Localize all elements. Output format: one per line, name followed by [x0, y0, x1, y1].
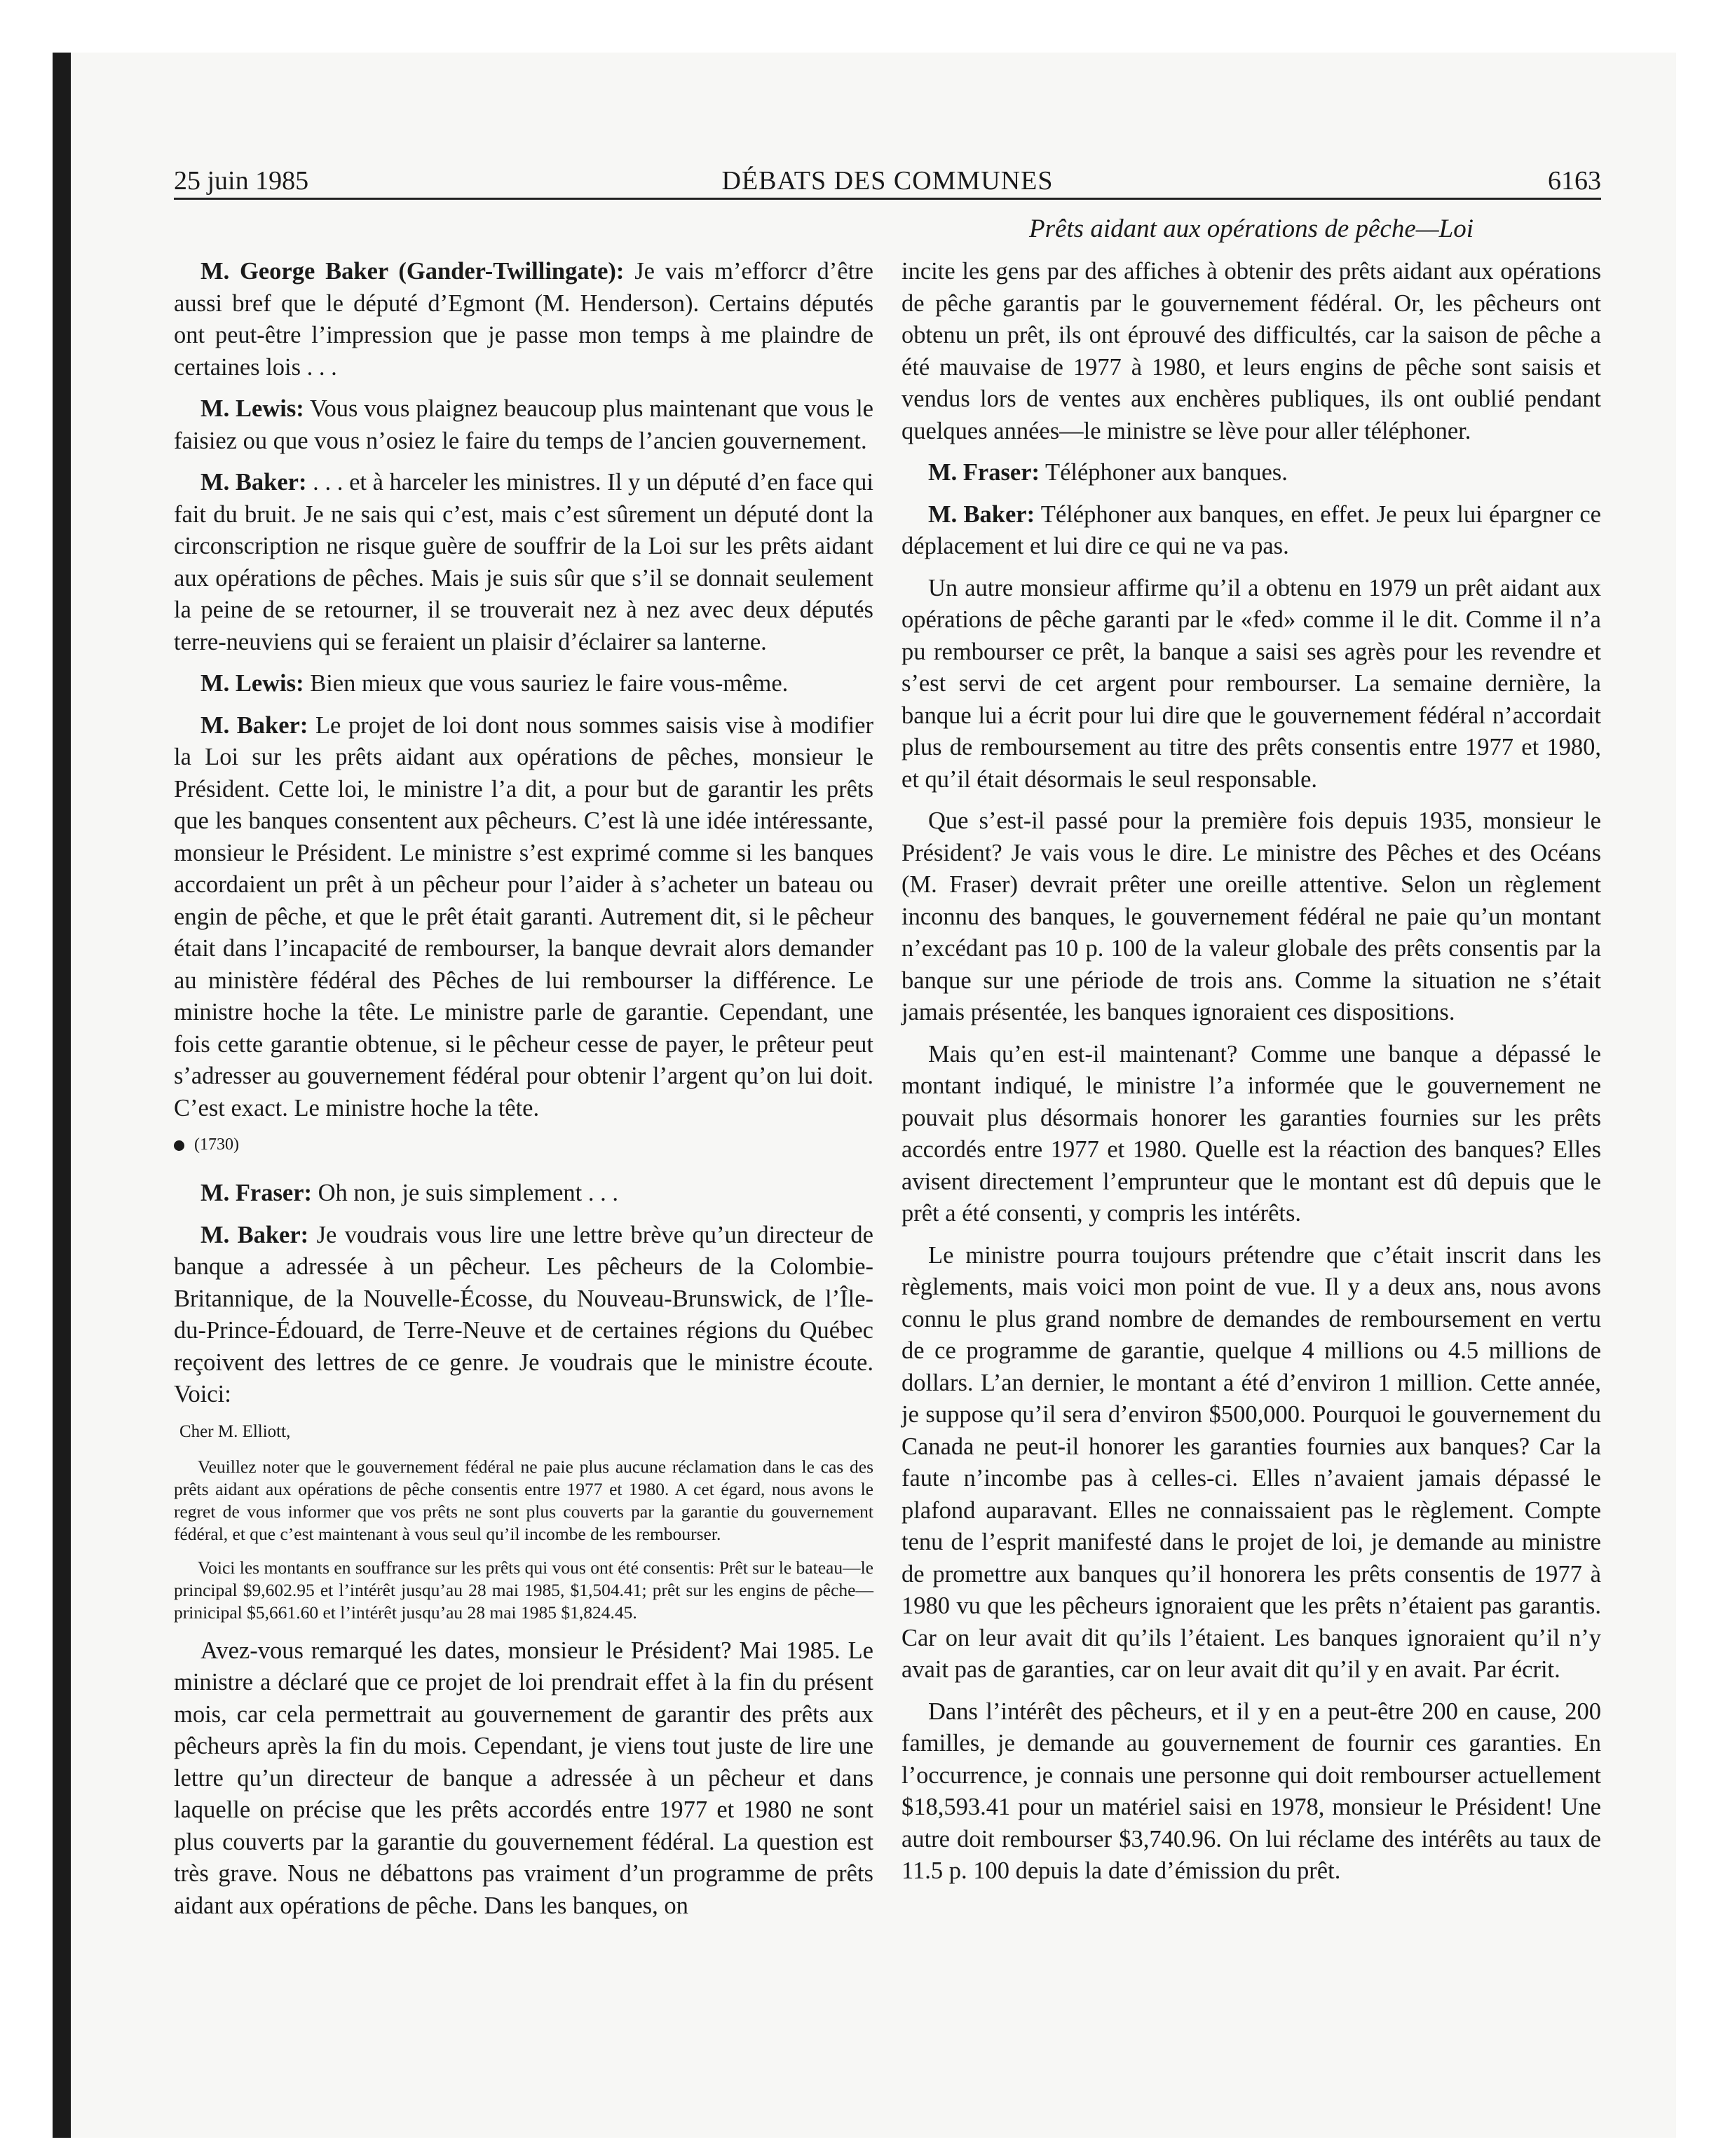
time-marker-text: (1730) [194, 1135, 239, 1154]
paragraph [901, 499, 1601, 563]
speech-text: Le projet de loi dont nous sommes saisis vise à modifier la Loi sur les prêts aidant aux opérations de pêches, monsieur le Président. Cette loi, le ministre l’a dit, a pour but de garantir les prêts que les banques consentent aux pêcheurs. C’est là une idée intéressante, monsieur le Président. Le ministre s’est exprimé comme si les banques accordaient un prêt à un pêcheur pour l’aider à s’acheter un bateau ou engin de pêche, et que le prêt était garanti. Autrement dit, si le pêcheur était dans l’incapacité de rembourser, la banque devrait alors demander au ministère fédéral des Pêches de lui rembourser la différence. Le ministre hoche la tête. Le ministre parle de garantie. Cependant, une fois cette garantie obtenue, si le pêcheur cesse de payer, le prêteur peut s’adresser au gouvernement fédéral pour obtenir l’argent qu’on lui doit. C’est exact. Le ministre hoche la tête. [174, 711, 873, 1121]
paragraph [174, 256, 873, 383]
speaker-name: M. Fraser: [200, 1180, 312, 1206]
letter-salutation: Cher M. Elliott, [179, 1421, 291, 1441]
paragraph [174, 467, 873, 658]
speech-text: Téléphoner aux banques, en effet. Je peux lui épargner ce déplacement et lui dire ce qui ne va pas. [901, 500, 1601, 559]
header-date: 25 juin 1985 [174, 166, 309, 196]
speaker-name: M. Baker: [200, 711, 308, 739]
paragraph [901, 457, 1601, 489]
scan-border [53, 53, 71, 2138]
header-title: DÉBATS DES COMMUNES [721, 166, 1054, 196]
section-subheading: Prêts aidant aux opérations de pêche—Loi [1028, 214, 1474, 243]
speaker-name: M. Lewis: [200, 670, 304, 697]
paragraph: incite les gens par des affiches à obtenir des prêts aidant aux opérations de pêche garantis par le gouvernement fédéral. Or, les pêcheurs ont obtenu un prêt, ils ont éprouvé des difficultés, car la saison de pêche a été mauvaise de 1977 à 1980, et leurs engins de pêche sont saisis et vendus lors de ventes aux enchères publiques, ils ont oublié pendant quelques années—le ministre se lève pour aller téléphoner. [901, 258, 1601, 444]
speech-text: Je vais m’efforcr d’être aussi bref que le député d’Egmont (M. Henderson). Certains députés ont peut-être l’impression que je passe mon temps à me plaindre de certaines lois . . . [174, 258, 873, 381]
left-column [174, 256, 873, 1932]
paragraph [174, 393, 873, 457]
speech-text: Bien mieux que vous sauriez le faire vous-même. [304, 670, 789, 697]
quoted-letter-paragraph: Voici les montants en souffrance sur les prêts qui vous ont été consentis: Prêt sur le bateau—le principal $9,602.95 et l’intérêt jusqu’au 28 mai 1985, $1,504.41; prêt sur les engins de pêche—prinicipal $5,661.60 et l’intérêt jusqu’au 28 mai 1985 $1,824.45. [174, 1557, 873, 1623]
paragraph: Avez-vous remarqué les dates, monsieur le Président? Mai 1985. Le ministre a déclaré que ce projet de loi prendrait effet à la fin du présent mois, car cela permettrait au gouvernement de garantir des prêts aux pêcheurs après la fin du mois. Cependant, je viens tout juste de lire une lettre qu’un directeur de banque a adressée à un pêcheur et dans laquelle on précise que les prêts accordés entre 1977 et 1980 ne sont plus couverts par la garantie du gouvernement fédéral. La question est très grave. Nous ne débattons pas vraiment d’un programme de prêts aidant aux opérations de pêche. Dans les banques, on [174, 1637, 873, 1919]
paragraph [174, 1220, 873, 1411]
speech-text: Vous vous plaignez beaucoup plus maintenant que vous le faisiez ou que vous n’osiez le faire du temps de l’ancien gouvernement. [174, 395, 873, 454]
speaker-name: M. Baker: [928, 500, 1035, 528]
paragraph: Dans l’intérêt des pêcheurs, et il y en a peut-être 200 en cause, 200 familles, je demande au gouvernement de fournir ces garanties. En l’occurrence, je connais une personne qui doit rembourser actuellement $18,593.41 pour un matériel saisi en 1978, monsieur le Président! Une autre doit rembourser $3,740.96. On lui réclame des intérêts au taux de 11.5 p. 100 depuis la date d’émission du prêt. [901, 1698, 1601, 1884]
quoted-letter-paragraph: Veuillez noter que le gouvernement fédéral ne paie plus aucune réclamation dans le cas des prêts aidant aux opérations de pêche consentis entre 1977 et 1980. A cet égard, nous avons le regret de vous informer que vos prêts ne sont plus couverts par la garantie du gouvernement fédéral, et que c’est maintenant à vous seul qu’il incombe de les rembourser. [174, 1456, 873, 1544]
speech-text: Oh non, je suis simplement . . . [312, 1180, 618, 1206]
time-marker [174, 1134, 873, 1155]
paragraph [174, 668, 873, 700]
speech-text: . . . et à harceler les ministres. Il y un député d’en face qui fait du bruit. Je ne sais qui c’est, mais c’est sûrement un député dont la circonscription ne risque guère de souffrir de la Loi sur les prêts aidant aux opérations de pêches. Mais je suis sûr que s’il se donnait seulement la peine de se retourner, il se trouverait nez à nez avec deux députés terre-neuviens qui se feraient un plaisir d’éclairer sa lanterne. [174, 469, 873, 655]
speaker-name: M. Baker: [200, 1221, 309, 1248]
paragraph: Mais qu’en est-il maintenant? Comme une banque a dépassé le montant indiqué, le ministre l’a informée que le gouvernement ne pouvait plus désormais honorer les garanties fournies sur les prêts accordés entre 1977 et 1980. Quelle est la réaction des banques? Elles avisent directement l’emprunteur que le montant est dû depuis que le prêt a été consenti, y compris les intérêts. [901, 1040, 1601, 1227]
header-rule [174, 198, 1601, 200]
speaker-name: M. Fraser: [928, 459, 1040, 486]
speaker-name: M. Baker: [200, 469, 307, 496]
page-header [174, 163, 1601, 199]
speech-text: Je voudrais vous lire une lettre brève qu’un directeur de banque a adressée à un pêcheur. Les pêcheurs de la Colombie-Britannique, de la Nouvelle-Écosse, du Nouveau-Brunswick, de l’Île-du-Prince-Édouard, de Terre-Neuve et de certaines régions du Québec reçoivent des lettres de ce genre. Je voudrais que le ministre écoute. Voici: [174, 1221, 873, 1407]
right-column [901, 256, 1601, 1897]
speech-text: Téléphoner aux banques. [1040, 459, 1288, 486]
paragraph [174, 710, 873, 1125]
speaker-name: M. George Baker (Gander-Twillingate): [200, 258, 625, 285]
paragraph: Que s’est-il passé pour la première fois depuis 1935, monsieur le Président? Je vais vous le dire. Le ministre des Pêches et des Océans (M. Fraser) devrait prêter une oreille attentive. Selon un règlement inconnu des banques, le gouvernement fédéral ne paie qu’un montant n’excédant pas 10 p. 100 de la valeur globale des prêts consentis par la banque sur une période de trois ans. Comme la situation ne s’était jamais présentée, les banques ignoraient ces dispositions. [901, 807, 1601, 1025]
paragraph: Un autre monsieur affirme qu’il a obtenu en 1979 un prêt aidant aux opérations de pêche garanti par le «fed» comme il le dit. Comme il n’a pu rembourser ce prêt, la banque a saisi ses agrès pour les revendre et s’est servi de cet argent pour rembourser. La semaine dernière, la banque lui a écrit pour lui dire que le gouvernement fédéral n’accordait plus de remboursement au titre des prêts consentis entre 1977 et 1980, et qu’il était désormais le seul responsable. [901, 574, 1601, 793]
paragraph: Le ministre pourra toujours prétendre que c’était inscrit dans les règlements, mais voici mon point de vue. Il y a deux ans, nous avons connu le plus grand nombre de demandes de remboursement en vertu de ce programme de garantie, quelque 4 millions ou 4.5 millions de dollars. L’an dernier, le montant a été d’environ 1 million. Cette année, je suppose qu’il sera d’environ $500,000. Pourquoi le gouvernement du Canada ne peut-il honorer les garanties fournies aux banques? Car la faute n’incombe pas à celles-ci. Elles n’avaient jamais dépassé le plafond auparavant. Elles ne connaissaient pas le règlement. Compte tenu de l’esprit manifesté dans le projet de loi, je demande au ministre de promettre aux banques qu’il honorera les prêts consentis de 1977 à 1980 vu que les pêcheurs ignoraient que les prêts n’étaient pas garantis. Car on leur avait dit qu’ils l’étaient. Les banques ignoraient qu’il n’y avait pas de garanties, car on leur avait dit qu’il y en avait. Par écrit. [901, 1241, 1601, 1683]
page-number: 6163 [1548, 166, 1601, 196]
paragraph [174, 1178, 873, 1210]
speaker-name: M. Lewis: [200, 395, 304, 422]
bullet-dot-icon [174, 1140, 184, 1151]
